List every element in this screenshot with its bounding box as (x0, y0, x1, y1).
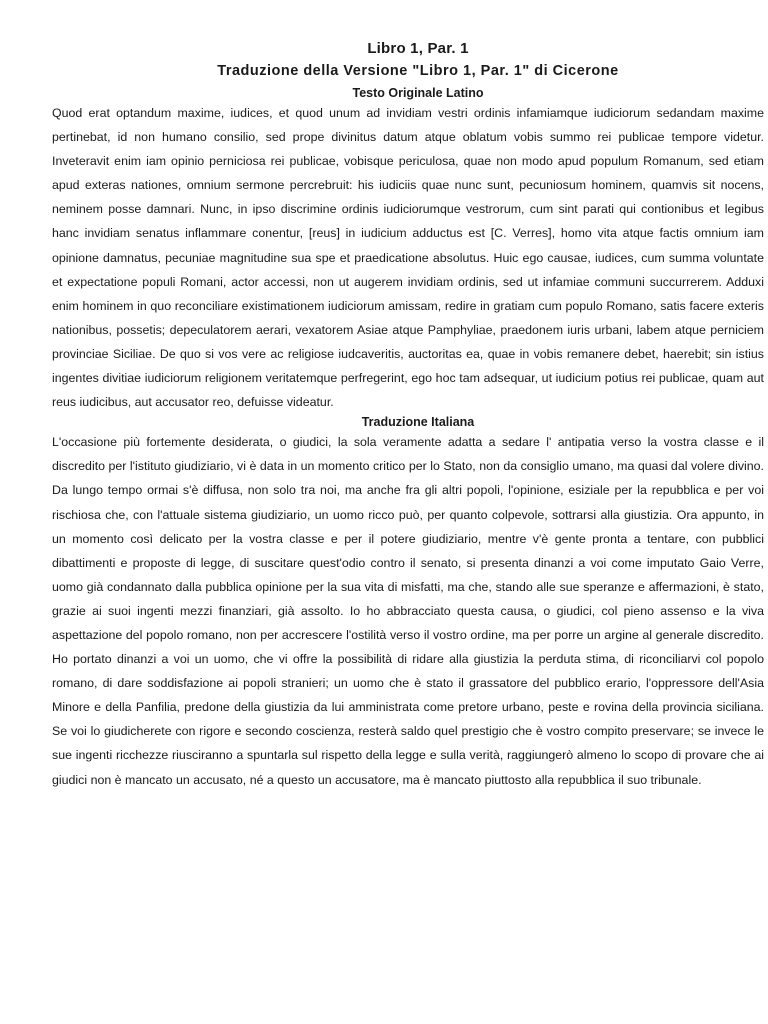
italian-text-paragraph: L'occasione più fortemente desiderata, o giudici, la sola veramente adatta a sedare l' antipatia verso la vostra classe e il discredito per l'istituto giudiziario, vi è data in un momento critico per lo Stato, non da consiglio umano, ma quasi dal volere divino. Da lungo tempo ormai s'è diffusa, non solo tra noi, ma anche fra gli altri popoli, l'opinione, esiziale per la repubblica e per voi rischiosa che, con l'attuale sistema giudiziario, un uomo ricco può, per quanto colpevole, sottrarsi alla giustizia. Ora appunto, in un momento così delicato per la vostra classe e per il potere giudiziario, mentre v'è gente pronta a tentare, con pubblici dibattimenti e proposte di legge, di suscitare quest'odio contro il senato, si presenta dinanzi a voi come imputato Gaio Verre, uomo già condannato dalla pubblica opinione per la sua vita di misfatti, ma che, stando alle sue speranze e affermazioni, è stato, grazie ai suoi ingenti mezzi finanziari, già assolto. Io ho abbracciato questa causa, o giudici, col pieno assenso e la viva aspettazione del popolo romano, non per accrescere l'ostilità verso il vostro ordine, ma per porre un argine al generale discredito. Ho portato dinanzi a voi un uomo, che vi offre la possibilità di ridare alla giustizia la perduta stima, di riconciliarvi col popolo romano, di dare soddisfazione ai popoli stranieri; un uomo che è stato il grassatore del pubblico erario, l'oppressore dell'Asia Minore e della Panfilia, predone della giustizia da lui amministrata come pretore urbano, peste e rovina della provincia siciliana. Se voi lo giudicherete con rigore e secondo coscienza, resterà saldo quel prestigio che è vostro compito preservare; se invece le sue ingenti ricchezze riusciranno a spuntarla sul rispetto della legge e sulla verità, raggiungerò almeno lo scopo di provare che ai giudici non è mancato un accusato, né a questo un accusatore, ma è mancato piuttosto alla repubblica il suo tribunale. (52, 435, 764, 787)
latin-section-heading: Testo Originale Latino (352, 86, 484, 100)
page-subtitle: Traduzione della Versione "Libro 1, Par. 1" di Cicerone (217, 63, 619, 79)
document-page (52, 40, 764, 792)
italian-section-heading: Traduzione Italiana (361, 415, 475, 430)
page-title: Libro 1, Par. 1 (367, 40, 469, 57)
latin-text-paragraph: Quod erat optandum maxime, iudices, et quod unum ad invidiam vestri ordinis infamiamque iudiciorum sedandam maxime pertinebat, id non humano consilio, sed prope divinitus datum atque oblatum vobis summo rei publicae tempore videtur. Inveteravit enim iam opinio perniciosa rei publicae, vobisque periculosa, quae non modo apud populum Romanum, sed etiam apud exteras nationes, omnium sermone percrebruit: his iudiciis quae nunc sunt, pecuniosum hominem, quamvis sit nocens, neminem posse damnari. Nunc, in ipso discrimine ordinis iudiciorumque vestrorum, cum sint parati qui contionibus et legibus hanc invidiam senatus inflammare conentur, [reus] in iudicium adductus est [C. Verres], homo vita atque factis omnium iam opinione damnatus, pecuniae magnitudine sua spe et praedicatione absolutus. Huic ego causae, iudices, cum summa voluntate et expectatione populi Romani, actor accessi, non ut augerem invidiam ordinis, sed ut infamiae communi succurrerem. Adduxi enim hominem in quo reconciliare existimationem iudiciorum amissam, redire in gratiam cum populo Romano, satis facere exteris nationibus, possetis; depeculatorem aerari, vexatorem Asiae atque Pamphyliae, praedonem iuris urbani, labem atque perniciem provinciae Siciliae. De quo si vos vere ac religiose iudcaveritis, auctoritas ea, quae in vobis remanere debet, haerebit; sin istius ingentes divitiae iudiciorum religionem veritatemque perfregerint, ego hoc tam adsequar, ut iudicium potius rei publicae, quam aut reus iudicibus, aut accusator reo, defuisse videatur. (52, 106, 764, 410)
